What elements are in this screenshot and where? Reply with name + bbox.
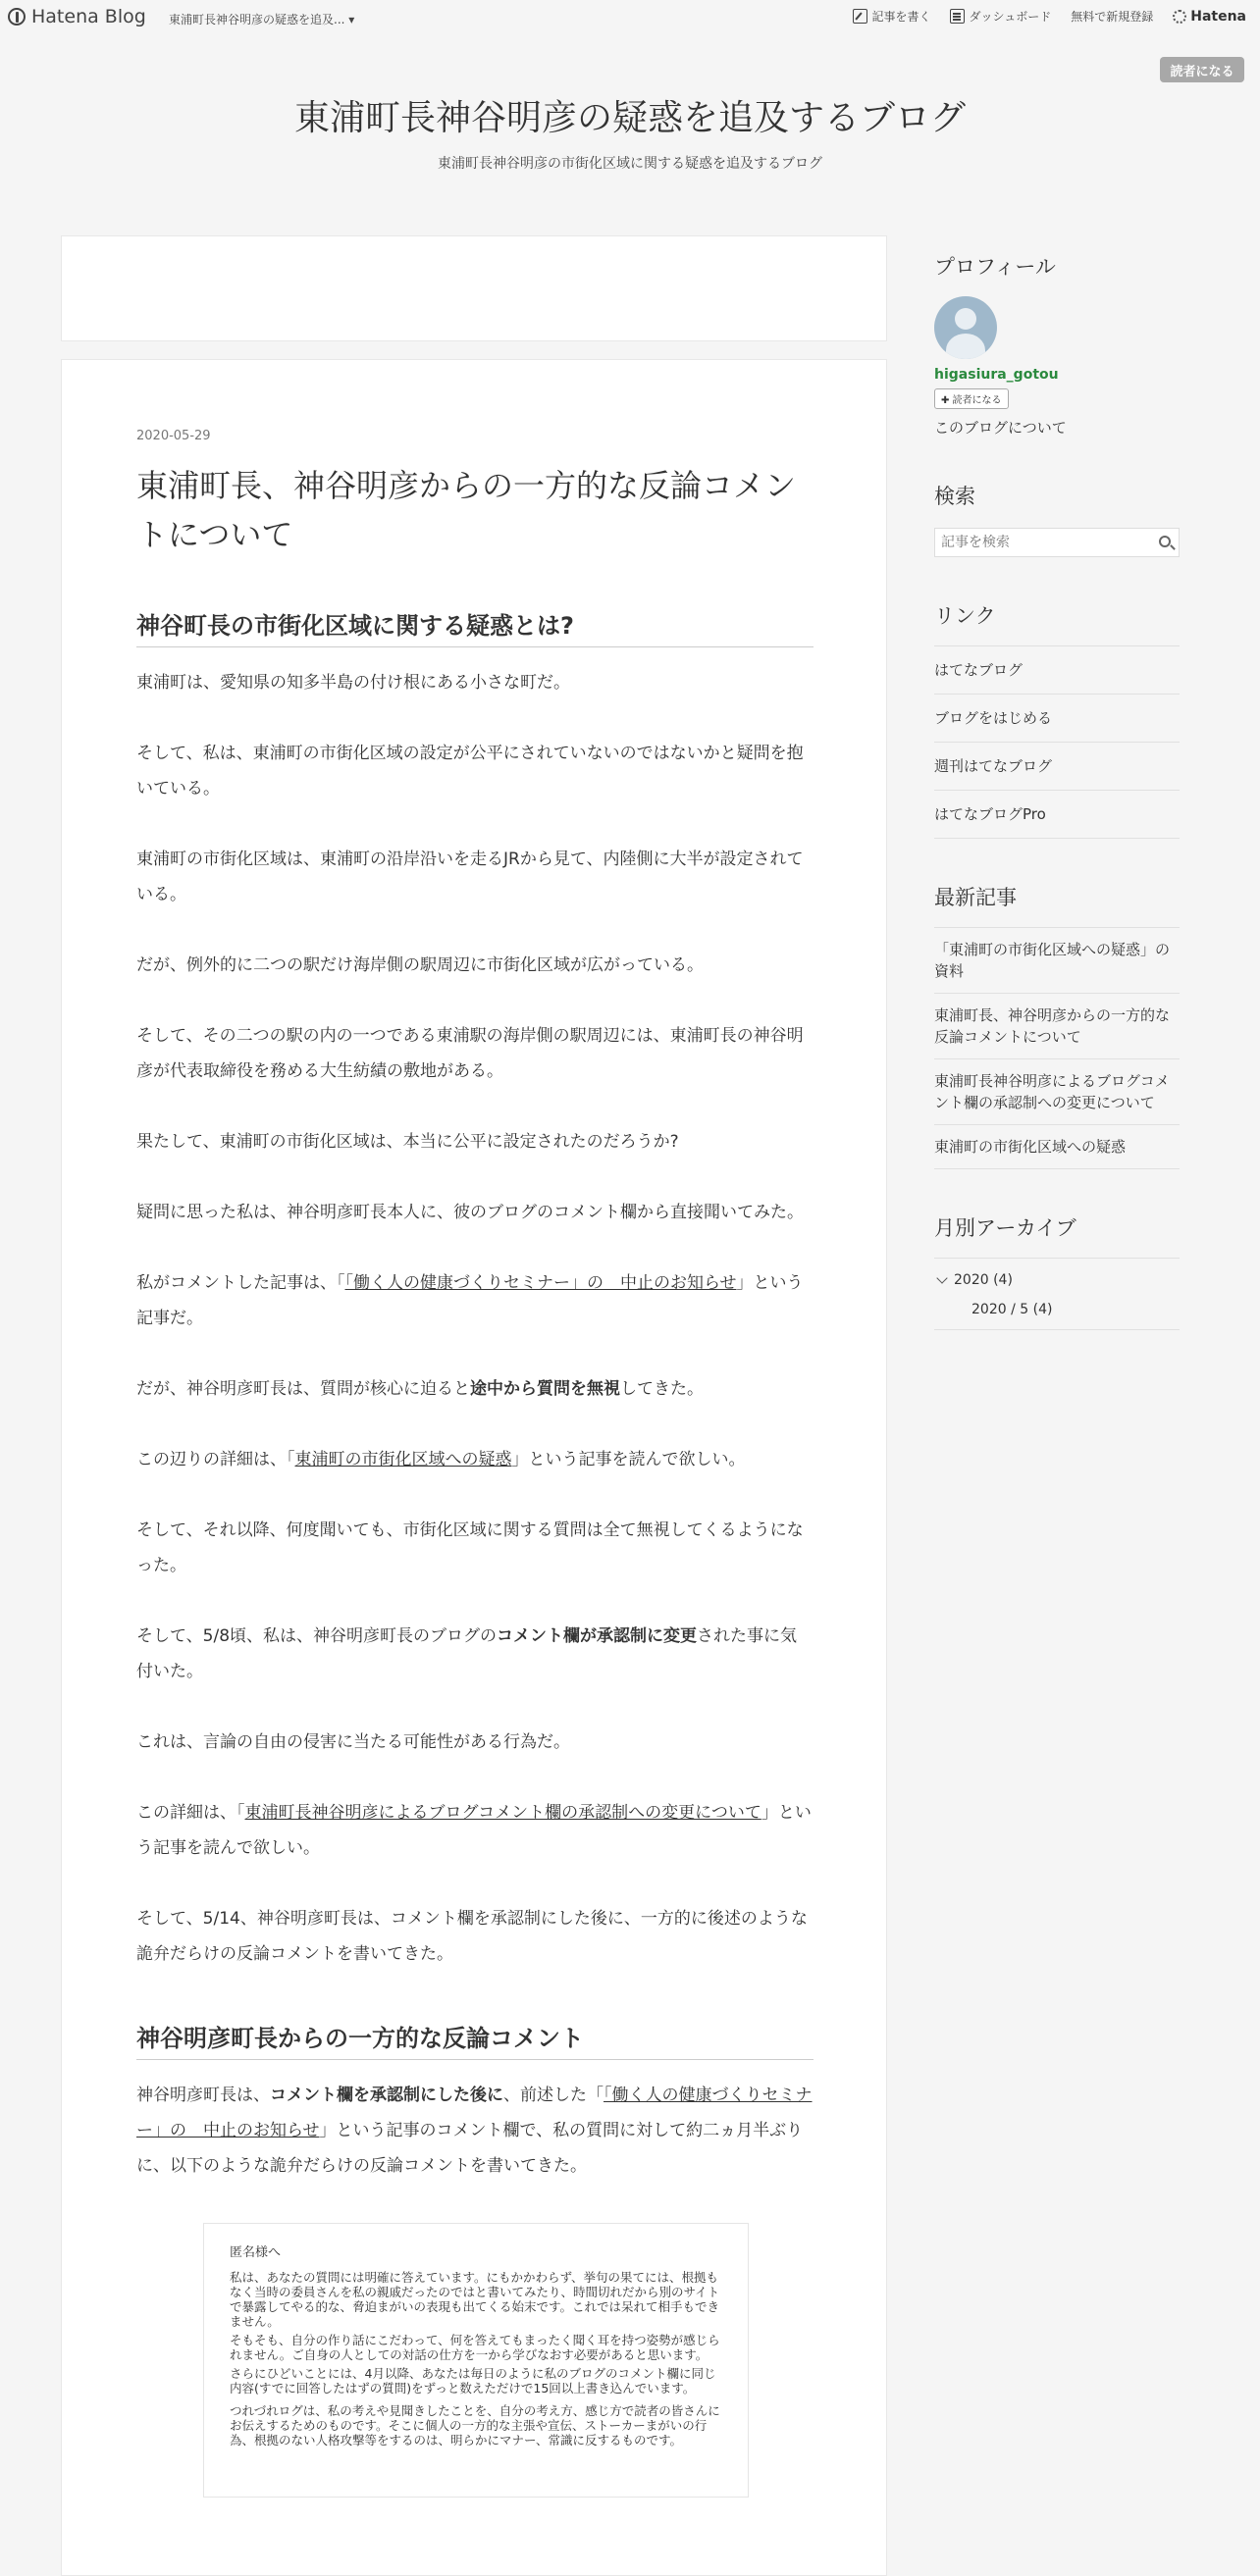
- section-heading-1: 神谷町長の市街化区域に関する疑惑とは?: [136, 606, 814, 647]
- search-icon[interactable]: [1159, 536, 1171, 547]
- search-box: [934, 528, 1180, 557]
- search-title: 検索: [934, 485, 975, 508]
- paragraph: そして、5/8頃、私は、神谷明彦町長のブログのコメント欄が承認制に変更された事に気付いた。: [136, 1626, 798, 1681]
- write-article-link[interactable]: 記事を書く: [853, 8, 930, 25]
- quote-heading: 匿名様へ: [230, 2245, 282, 2260]
- chevron-down-icon[interactable]: [936, 1272, 947, 1283]
- link-item[interactable]: ブログをはじめる: [934, 695, 1180, 743]
- blog-name-dropdown[interactable]: 東浦町長神谷明彦の疑惑を追及... ▾: [169, 13, 355, 26]
- profile-username[interactable]: higasiura_gotou: [934, 367, 1059, 383]
- link-item[interactable]: 週刊はてなブログ: [934, 743, 1180, 791]
- quoted-comment: [203, 2223, 749, 2498]
- link-item[interactable]: はてなブログPro: [934, 791, 1180, 839]
- search-input[interactable]: [935, 529, 1131, 556]
- subscribe-button[interactable]: 読者になる: [1160, 57, 1244, 82]
- paragraph: そして、5/14、神谷明彦町長は、コメント欄を承認制にした後に、一方的に後述のような詭弁だらけの反論コメントを書いてきた。: [136, 1909, 808, 1964]
- pencil-icon: [853, 9, 867, 24]
- paragraph: 東浦町は、愛知県の知多半島の付け根にある小さな町だ。: [136, 673, 570, 693]
- dashboard-icon: [950, 9, 965, 24]
- article: [61, 359, 887, 2576]
- sidebar: [934, 251, 1180, 1330]
- links-title: リンク: [934, 604, 996, 628]
- paragraph: 疑問に思った私は、神谷明彦町長本人に、彼のブログのコメント欄から直接聞いてみた。: [136, 1203, 804, 1222]
- blog-title[interactable]: 東浦町長神谷明彦の疑惑を追及するブログ: [293, 98, 966, 138]
- paragraph: そして、私は、東浦町の市街化区域の設定が公平にされていないのではないかと疑問を抱いている。: [136, 744, 804, 799]
- paragraph: 神谷明彦町長は、コメント欄を承認制にした後に、前述した「「働く人の健康づくりセミナー」の 中止のお知らせ」という記事のコメント欄で、私の質問に対して約二ヵ月半ぶりに、以下のような詭弁だらけの反論コメントを書いてきた。: [136, 2086, 813, 2176]
- quote-paragraph: そもそも、自分の作り話にこだわって、何を答えてもまったく聞く耳を持つ姿勢が感じられません。ご自身の人としての対話の仕方を一から学びなおす必要があると思います。: [230, 2333, 720, 2362]
- archive-list: [934, 1258, 1180, 1330]
- recent-item[interactable]: 「東浦町の市街化区域への疑惑」の資料: [934, 928, 1180, 994]
- link-item[interactable]: はてなブログ: [934, 646, 1180, 695]
- paragraph: 東浦町の市街化区域は、東浦町の沿岸沿いを走るJRから見て、内陸側に大半が設定されている。: [136, 850, 804, 904]
- recent-item[interactable]: 東浦町の市街化区域への疑惑: [934, 1125, 1180, 1169]
- blog-description: 東浦町長神谷明彦の市街化区域に関する疑惑を追及するブログ: [438, 156, 822, 172]
- archive-title: 月別アーカイブ: [934, 1216, 1076, 1240]
- register-link[interactable]: 無料で新規登録: [1071, 10, 1154, 24]
- recent-list: [934, 927, 1180, 1169]
- profile-title: プロフィール: [934, 255, 1056, 279]
- paragraph: これは、言論の自由の侵害に当たる可能性がある行為だ。: [136, 1732, 570, 1752]
- about-blog-link[interactable]: このブログについて: [934, 419, 1067, 437]
- links-list: [934, 645, 1180, 839]
- seminar-article-link[interactable]: 「働く人の健康づくりセミナー」の 中止のお知らせ: [344, 1273, 737, 1293]
- archive-year[interactable]: 2020 (4): [934, 1272, 1180, 1288]
- paragraph: この辺りの詳細は、「東浦町の市街化区域への疑惑」という記事を読んで欲しい。: [136, 1450, 746, 1469]
- global-header: [0, 0, 1260, 37]
- recent-item[interactable]: 東浦町長神谷明彦によるブログコメント欄の承認制への変更について: [934, 1059, 1180, 1125]
- avatar[interactable]: [934, 296, 997, 359]
- approval-article-link[interactable]: 東浦町長神谷明彦によるブログコメント欄の承認制への変更について: [244, 1803, 761, 1823]
- hatena-blog-logo[interactable]: Hatena Blog: [8, 6, 146, 27]
- paragraph: 私がコメントした記事は、「「働く人の健康づくりセミナー」の 中止のお知らせ」という記事だ。: [136, 1273, 804, 1328]
- archive-month[interactable]: 2020 / 5 (4): [971, 1302, 1053, 1317]
- quote-paragraph: さらにひどいことには、4月以降、あなたは毎日のように私のブログのコメント欄に同じ内容(すでに回答したはずの質問)をずっと数えただけで15回以上書き込んでいます。: [230, 2366, 716, 2396]
- paragraph: だが、例外的に二つの駅だけ海岸側の駅周辺に市街化区域が広がっている。: [136, 955, 704, 975]
- article-title[interactable]: 東浦町長、神谷明彦からの一方的な反論コメントについて: [136, 467, 797, 553]
- hatena-dots-icon: [1173, 10, 1186, 24]
- hatena-logo-icon: [8, 8, 26, 26]
- paragraph: この詳細は、「東浦町長神谷明彦によるブログコメント欄の承認制への変更について」という記事を読んで欲しい。: [136, 1803, 812, 1858]
- recent-title: 最新記事: [934, 886, 1017, 909]
- quote-paragraph: つれづれログは、私の考えや見聞きしたことを、自分の考え方、感じ方で読者の皆さんにお伝えするためのものです。そこに個人の一方的な主張や宣伝、ストーカーまがいの行為、根拠のない人格攻撃等をするのは、明らかにマナー、常識に反するものです。: [230, 2403, 720, 2447]
- article-date[interactable]: 2020-05-29: [136, 429, 211, 443]
- paragraph: そして、それ以降、何度聞いても、市街化区域に関する質問は全て無視してくるようになった。: [136, 1520, 804, 1575]
- suspicion-article-link[interactable]: 東浦町の市街化区域への疑惑: [294, 1450, 512, 1469]
- quote-paragraph: 私は、あなたの質問には明確に答えています。にもかかわらず、挙句の果てには、根拠もなく当時の委員さんを私の親戚だったのではと書いてみたり、時間切れだから別のサイトで暴露してやる的な、脅迫まがいの表現も出てくる始末です。これでは呆れて相手もできません。: [230, 2270, 720, 2329]
- hatena-menu[interactable]: Hatena: [1173, 9, 1246, 25]
- recent-item[interactable]: 東浦町長、神谷明彦からの一方的な反論コメントについて: [934, 994, 1180, 1059]
- paragraph: だが、神谷明彦町長は、質問が核心に迫ると途中から質問を無視してきた。: [136, 1379, 704, 1399]
- ad-area: [61, 235, 887, 341]
- section-heading-2: 神谷明彦町長からの一方的な反論コメント: [136, 2019, 814, 2060]
- dashboard-link[interactable]: ダッシュボード: [950, 8, 1051, 25]
- paragraph: 果たして、東浦町の市街化区域は、本当に公平に設定されたのだろうか?: [136, 1132, 679, 1152]
- seminar-article-link-2[interactable]: 「働く人の健康づくりセミナー」の 中止のお知らせ: [136, 2086, 813, 2140]
- subscribe-small-button[interactable]: ✚ 読者になる: [934, 388, 1009, 409]
- paragraph: そして、その二つの駅の内の一つである東浦駅の海岸側の駅周辺には、東浦町長の神谷明彦が代表取締役を務める大生紡績の敷地がある。: [136, 1026, 804, 1081]
